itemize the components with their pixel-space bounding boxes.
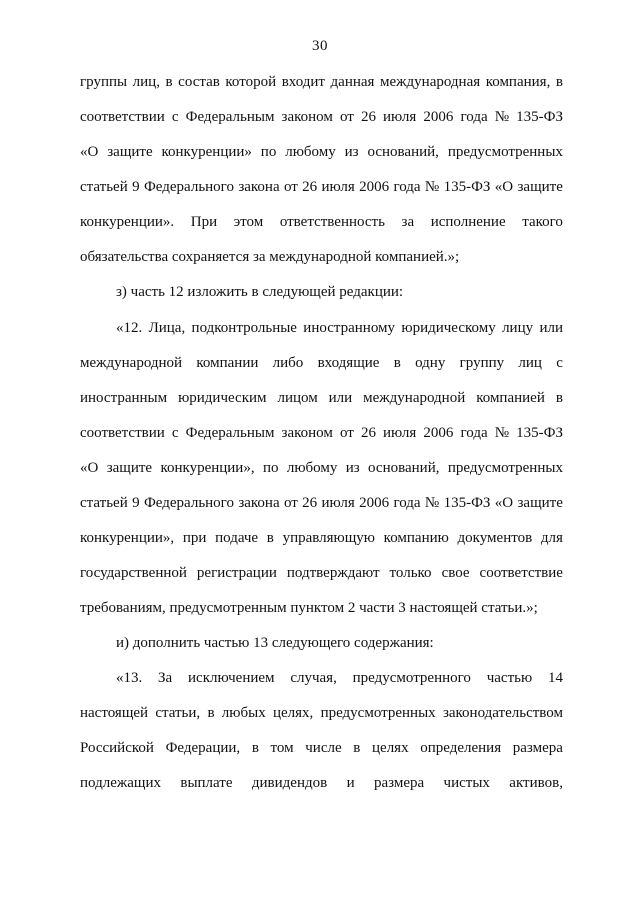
text-line: «О защите конкуренции», по любому из оснований, предусмотренных bbox=[80, 460, 563, 476]
text-line: соответствии с Федеральным законом от 26 июля 2006 года № 135-ФЗ bbox=[80, 425, 563, 441]
page-number: 30 bbox=[312, 38, 328, 54]
text-line: конкуренции». При этом ответственность за исполнение такого bbox=[80, 214, 563, 230]
text-line: з) часть 12 изложить в следующей редакции: bbox=[116, 284, 404, 300]
text-line: статьей 9 Федерального закона от 26 июля 2006 года № 135-ФЗ «О защите bbox=[80, 495, 563, 511]
text-line: международной компании либо входящие в одну группу лиц с bbox=[80, 355, 563, 371]
text-line: Российской Федерации, в том числе в целях определения размера bbox=[80, 740, 563, 756]
text-line: подлежащих выплате дивидендов и размера чистых активов, bbox=[80, 775, 563, 791]
text-line: «12. Лица, подконтрольные иностранному юридическому лицу или bbox=[116, 320, 563, 336]
text-line: «О защите конкуренции» по любому из оснований, предусмотренных bbox=[80, 144, 563, 160]
text-line: статьей 9 Федерального закона от 26 июля 2006 года № 135-ФЗ «О защите bbox=[80, 179, 563, 195]
text-line: иностранным юридическим лицом или международной компанией в bbox=[80, 390, 563, 406]
text-line: требованиям, предусмотренным пунктом 2 части 3 настоящей статьи.»; bbox=[80, 600, 538, 616]
text-line: конкуренции», при подаче в управляющую компанию документов для bbox=[80, 530, 563, 546]
text-line: государственной регистрации подтверждают только свое соответствие bbox=[80, 565, 563, 581]
text-line: «13. За исключением случая, предусмотренного частью 14 bbox=[116, 670, 563, 686]
text-line: и) дополнить частью 13 следующего содержания: bbox=[116, 635, 434, 651]
text-line: настоящей статьи, в любых целях, предусмотренных законодательством bbox=[80, 705, 563, 721]
text-line: соответствии с Федеральным законом от 26 июля 2006 года № 135-ФЗ bbox=[80, 109, 563, 125]
text-line: группы лиц, в состав которой входит данная международная компания, в bbox=[80, 74, 563, 90]
text-line: обязательства сохраняется за международной компанией.»; bbox=[80, 249, 460, 265]
